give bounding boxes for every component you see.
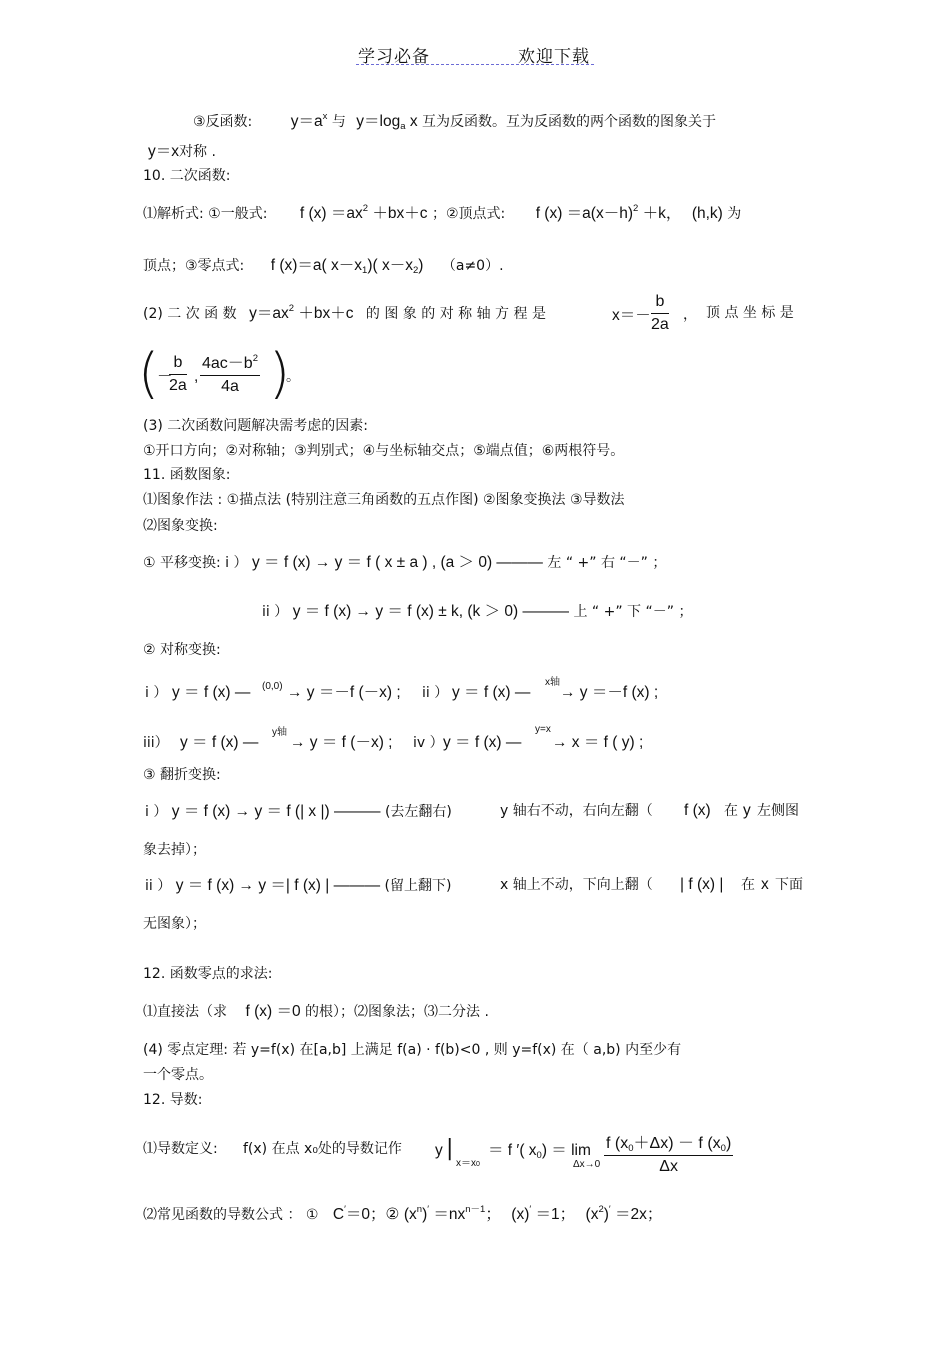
zero-form-line xyxy=(143,257,504,276)
text: ii ） xyxy=(145,878,172,894)
text: (4) 零点定理: 若 y=f(x) 在[a,b] 上满足 f(a) · f(b)<0 , 则 y=f(x) 在（ a,b) 内至少有 xyxy=(143,1042,682,1058)
formula: y ＝ f (x) → y ＝ f ( x ± a ) , (a ＞ 0) ——— xyxy=(251,554,543,571)
header-dashed-line xyxy=(356,64,594,65)
section-heading: 12. 导数: xyxy=(143,1092,203,1108)
superscript: n xyxy=(416,1204,423,1215)
text: (2) 二 次 函 数 xyxy=(143,306,237,322)
superscript: 2 xyxy=(598,1204,604,1215)
minus-sign: － xyxy=(157,368,173,385)
text: ①开口方向；②对称轴；③判别式；④与坐标轴交点；⑤端点值；⑥两根符号。 xyxy=(143,443,625,459)
numerator: b xyxy=(169,354,187,375)
arrow-label: y轴 xyxy=(272,727,287,738)
formula: → y ＝－f (x) ; xyxy=(560,684,659,701)
difference-quotient xyxy=(604,1130,733,1176)
numerator: ＋Δx) － f (x xyxy=(633,1135,721,1152)
arrow-label: (0,0) xyxy=(262,681,283,692)
superscript: 2 xyxy=(633,203,639,214)
text: 对称 . xyxy=(179,144,216,160)
text: (留上翻下) xyxy=(384,878,452,894)
formula: ＝nx xyxy=(433,1206,466,1223)
formula: f (x) ＝a(x－h) xyxy=(535,205,633,222)
text: 互为反函数。互为反函数的两个函数的图象关于 xyxy=(422,114,717,130)
text: iv ） xyxy=(413,735,444,751)
subscript: 0 xyxy=(628,1143,634,1154)
text: iii） xyxy=(143,735,169,751)
denominator: Δx xyxy=(659,1158,678,1175)
superscript: ′ xyxy=(608,1204,611,1215)
formula: y ＝ f (x) — xyxy=(172,684,251,701)
zero-methods-line xyxy=(143,1003,489,1022)
axis-of-symmetry-line xyxy=(143,305,546,324)
text: 为 xyxy=(727,206,742,222)
fold-line xyxy=(145,877,451,896)
text: ⑴导数定义: xyxy=(143,1141,218,1157)
formula: ＝2x； xyxy=(615,1206,663,1223)
text: f(x) 在点 x₀处的导数记作 xyxy=(243,1141,402,1157)
formula: ＝0；② xyxy=(345,1206,400,1223)
formula: → y ＝ f (－x) ; xyxy=(290,734,393,751)
formula: y＝ax xyxy=(249,305,289,322)
translation-line xyxy=(262,603,692,622)
text: 的根）；⑵图象法；⑶二分法 . xyxy=(305,1004,489,1020)
text: ⑴图象作法 : ①描点法 (特别注意三角函数的五点作图) ②图象变换法 ③导数法 xyxy=(143,492,625,508)
numerator: 4ac－b xyxy=(202,355,253,372)
formula: ) xyxy=(418,257,424,274)
subscript: x＝x xyxy=(456,1158,476,1169)
formula: y ＝ f (x) → y ＝ f (| x |) ——— xyxy=(171,803,381,820)
fold-line xyxy=(145,803,452,822)
formula: y xyxy=(435,1142,443,1159)
superscript: n－1 xyxy=(465,1204,486,1215)
text: ⑴直接法（求 xyxy=(143,1004,227,1020)
formula: ＋k， xyxy=(642,205,682,222)
text: ；②顶点式: xyxy=(431,206,506,222)
text: ⑵图象变换: xyxy=(143,518,218,534)
symmetry-line xyxy=(148,143,216,162)
text: y 轴右不动，右向左翻（ xyxy=(500,803,653,819)
formula: C xyxy=(332,1206,345,1223)
analytic-form-line xyxy=(143,205,741,224)
inverse-function-line xyxy=(193,113,716,132)
text: 左侧图 xyxy=(757,803,799,819)
formula: f (x)＝a( x－x xyxy=(270,257,363,274)
formula: → x ＝ f ( y) ; xyxy=(552,734,644,751)
formula: ＋bx＋c xyxy=(298,305,354,322)
text: i ） xyxy=(145,685,168,701)
formula: ) ＝ lim xyxy=(541,1142,591,1159)
fraction-4ac-b2-over-4a xyxy=(200,350,260,396)
formula: (x xyxy=(403,1206,417,1223)
text: (3) 二次函数问题解决需考虑的因素: xyxy=(143,418,368,434)
superscript: ′ xyxy=(427,1204,430,1215)
formula xyxy=(488,1142,591,1161)
formula: x＝－ xyxy=(612,307,651,324)
subscript xyxy=(456,1154,480,1169)
text: 上 “ +” 下 “－” ； xyxy=(573,604,693,620)
superscript: x xyxy=(322,111,328,122)
formula: )( x－x xyxy=(367,257,413,274)
formula: ＋bx＋c xyxy=(372,205,428,222)
numerator: f (x xyxy=(606,1135,629,1152)
subscript: a xyxy=(400,121,406,132)
text: 顶点；③零点式: xyxy=(143,258,245,274)
formula: y ＝ f (x) — xyxy=(180,734,259,751)
denominator: 2a xyxy=(651,316,669,333)
text: ② 对称变换: xyxy=(143,642,221,658)
formula: (x xyxy=(585,1206,599,1223)
subscript: 0 xyxy=(720,1143,726,1154)
formula: x xyxy=(409,113,418,130)
text: （a≠0）. xyxy=(441,258,504,274)
text: ① 平移变换: i ） xyxy=(143,555,248,571)
denominator: 4a xyxy=(221,378,239,395)
superscript: 2 xyxy=(252,353,258,364)
text: 左 “ +” 右 “－” ； xyxy=(547,555,667,571)
formula: y＝x xyxy=(148,143,180,160)
evaluation-bar: | xyxy=(446,1136,454,1161)
formula: (x) xyxy=(511,1206,530,1223)
header-right: 欢迎下载 xyxy=(518,47,590,67)
text: (去左翻右) xyxy=(384,804,452,820)
text: 在 xyxy=(741,877,755,893)
formula: | f (x) | xyxy=(680,876,724,893)
formula: x xyxy=(761,876,769,893)
formula: y ＝ f (x) → y ＝| f (x) | ——— xyxy=(175,877,381,894)
left-paren: ( xyxy=(138,342,160,405)
formula: y＝a xyxy=(290,113,323,130)
formula: ) xyxy=(422,1206,428,1223)
translation-line xyxy=(143,554,666,573)
text: ， xyxy=(683,307,697,323)
text: 在 xyxy=(724,803,738,819)
formula: f (x) ＝0 xyxy=(245,1003,301,1020)
subscript: 0 xyxy=(476,1161,480,1168)
numerator: b xyxy=(651,293,669,314)
formula: f (x) ＝ax xyxy=(299,205,363,222)
subscript: 1 xyxy=(362,265,368,276)
section-heading: 10. 二次函数: xyxy=(143,168,231,184)
section-heading: 11. 函数图象: xyxy=(143,467,231,483)
arrow-label: y=x xyxy=(535,724,551,735)
section-heading: 12. 函数零点的求法: xyxy=(143,966,273,982)
text: 无图象）； xyxy=(143,916,206,932)
formula: y ＝ f (x) — xyxy=(452,684,531,701)
superscript: 2 xyxy=(362,203,369,214)
superscript: ′ xyxy=(344,1204,346,1215)
subscript: 2 xyxy=(412,265,419,276)
right-paren: ) xyxy=(269,342,291,405)
formula: ； xyxy=(485,1206,501,1223)
text: 顶 点 坐 标 是 xyxy=(706,305,794,321)
formula: y ＝ f (x) — xyxy=(443,734,522,751)
numerator: ) xyxy=(725,1135,732,1152)
text: ii ） xyxy=(262,604,289,620)
subscript: 0 xyxy=(536,1150,542,1161)
denominator: 2a xyxy=(169,377,187,394)
text: ③ 翻折变换: xyxy=(143,767,221,783)
formula: f (x) xyxy=(684,802,711,819)
text: 。 xyxy=(286,369,300,385)
text: ⑴解析式: ①一般式: xyxy=(143,206,268,222)
limit-subscript: Δx→0 xyxy=(573,1159,601,1170)
formula: (h,k) xyxy=(691,205,723,222)
arrow-label: x轴 xyxy=(545,677,560,688)
formula: ＝1； xyxy=(535,1206,576,1223)
header-left: 学习必备 xyxy=(358,47,430,67)
text: ⑵常见函数的导数公式 ： ① xyxy=(143,1207,319,1223)
text: 的 图 象 的 对 称 轴 方 程 是 xyxy=(365,306,546,322)
superscript: 2 xyxy=(288,303,295,314)
formula: y xyxy=(743,802,751,819)
text: i ） xyxy=(145,804,168,820)
fraction-b-over-2a xyxy=(169,354,187,395)
text: 一个零点。 xyxy=(143,1067,213,1083)
text: x 轴上不动，下向上翻（ xyxy=(500,877,653,893)
formula: y＝log xyxy=(356,113,401,130)
derivative-formulas-line xyxy=(143,1206,662,1225)
formula: ) xyxy=(603,1206,609,1223)
comma: , xyxy=(194,368,199,385)
formula: ＝ f ′( x xyxy=(488,1142,537,1159)
text: ③反函数: xyxy=(193,114,253,130)
fraction-b-over-2a xyxy=(651,293,669,334)
text: 与 xyxy=(331,114,346,130)
text: 象去掉）； xyxy=(143,842,206,858)
superscript: ′ xyxy=(529,1204,532,1215)
text: ii ） xyxy=(422,685,449,701)
formula: → y ＝－f (－x) ; xyxy=(287,684,401,701)
text: 下面 xyxy=(775,877,803,893)
formula: y ＝ f (x) → y ＝ f (x) ± k, (k ＞ 0) ——— xyxy=(292,603,569,620)
